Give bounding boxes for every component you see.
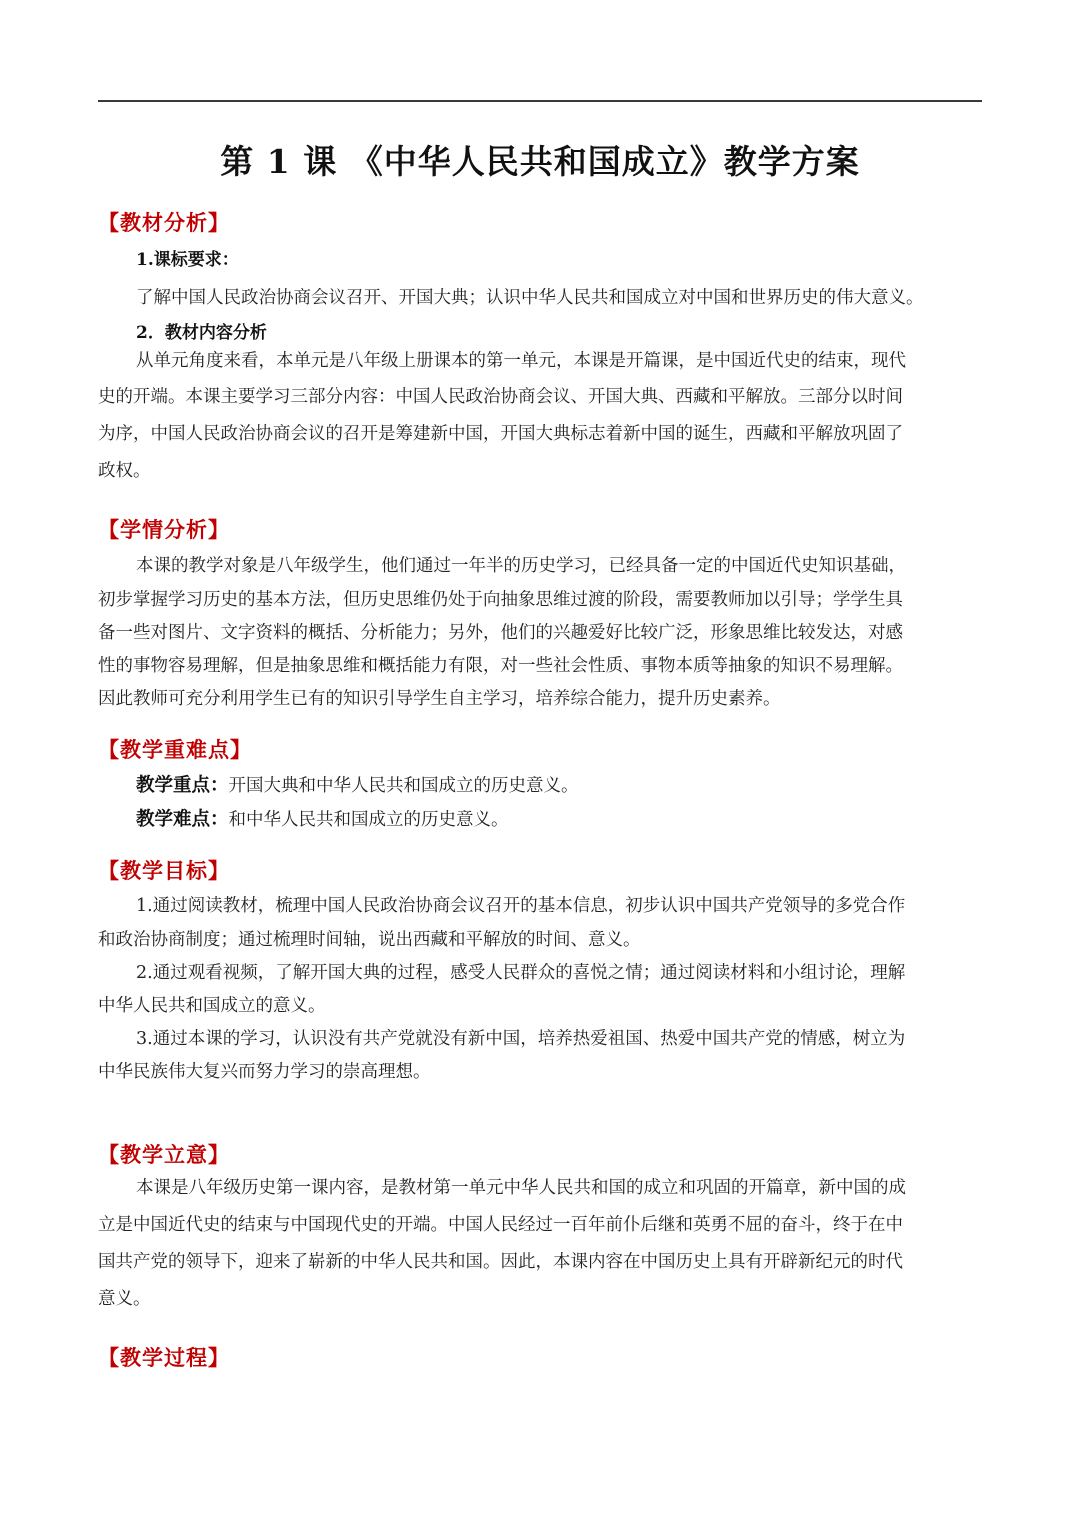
paragraph-line: 中华民族伟大复兴而努力学习的崇高理想。 xyxy=(98,1062,431,1082)
paragraph-line: 为序，中国人民政治协商会议的召开是筹建新中国，开国大典标志着新中国的诞生，西藏和平解放巩固了 xyxy=(98,424,903,444)
paragraph-line: 初步掌握学习历史的基本方法，但历史思维仍处于向抽象思维过渡的阶段，需要教师加以引导；学学生具 xyxy=(98,590,903,610)
key-point-text: 开国大典和中华人民共和国成立的历史意义。 xyxy=(228,776,579,796)
difficulty-text: 和中华人民共和国成立的历史意义。 xyxy=(228,810,509,830)
subheading-content-analysis: 2．教材内容分析 xyxy=(136,323,267,343)
paragraph-line: 了解中国人民政治协商会议召开、开国大典；认识中华人民共和国成立对中国和世界历史的伟大意义。 xyxy=(136,288,924,308)
section-heading-teaching-goals: 【教学目标】 xyxy=(98,858,230,883)
difficulty-line xyxy=(136,805,982,831)
paragraph-line: 本课的教学对象是八年级学生，他们通过一年半的历史学习，已经具备一定的中国近代史知识基础， xyxy=(136,556,906,576)
paragraph-line: 意义。 xyxy=(98,1289,151,1309)
paragraph-line: 史的开端。本课主要学习三部分内容：中国人民政治协商会议、开国大典、西藏和平解放。三部分以时间 xyxy=(98,387,903,407)
page-title: 第 1 课 《中华人民共和国成立》教学方案 xyxy=(220,142,860,181)
paragraph-line: 和政治协商制度；通过梳理时间轴，说出西藏和平解放的时间、意义。 xyxy=(98,930,641,950)
paragraph-line: 立是中国近代史的结束与中国现代史的开端。中国人民经过一百年前仆后继和英勇不屈的奋斗，终于在中 xyxy=(98,1215,903,1235)
paragraph-line: 1.通过阅读教材，梳理中国人民政治协商会议召开的基本信息，初步认识中国共产党领导的多党合作 xyxy=(136,896,906,916)
paragraph-line: 中华人民共和国成立的意义。 xyxy=(98,996,326,1016)
section-heading-student-analysis: 【学情分析】 xyxy=(98,517,230,542)
key-point-label: 教学重点： xyxy=(136,775,229,796)
paragraph-line: 备一些对图片、文字资料的概括、分析能力；另外，他们的兴趣爱好比较广泛，形象思维比较发达，对感 xyxy=(98,623,903,643)
subheading-curriculum-requirements: 1.课标要求： xyxy=(136,250,239,270)
paragraph-line: 2.通过观看视频，了解开国大典的过程，感受人民群众的喜悦之情；通过阅读材料和小组讨论，理解 xyxy=(136,963,906,983)
key-point-line xyxy=(136,771,982,797)
section-heading-material-analysis: 【教材分析】 xyxy=(98,210,230,235)
paragraph-line: 性的事物容易理解，但是抽象思维和概括能力有限，对一些社会性质、事物本质等抽象的知识不易理解。 xyxy=(98,656,903,676)
paragraph-line: 政权。 xyxy=(98,461,151,481)
paragraph-line: 因此教师可充分利用学生已有的知识引导学生自主学习，培养综合能力，提升历史素养。 xyxy=(98,689,781,709)
header-rule xyxy=(98,100,982,102)
paragraph-line: 本课是八年级历史第一课内容，是教材第一单元中华人民共和国的成立和巩固的开篇章，新中国的成 xyxy=(136,1178,906,1198)
paragraph-line: 国共产党的领导下，迎来了崭新的中华人民共和国。因此，本课内容在中国历史上具有开辟新纪元的时代 xyxy=(98,1252,903,1272)
section-heading-key-difficulties: 【教学重难点】 xyxy=(98,737,252,762)
section-heading-teaching-intent: 【教学立意】 xyxy=(98,1142,230,1167)
paragraph-line: 从单元角度来看，本单元是八年级上册课本的第一单元，本课是开篇课，是中国近代史的结束，现代 xyxy=(136,351,906,371)
difficulty-label: 教学难点： xyxy=(136,809,229,830)
section-heading-teaching-process: 【教学过程】 xyxy=(98,1345,230,1370)
paragraph-line: 3.通过本课的学习，认识没有共产党就没有新中国，培养热爱祖国、热爱中国共产党的情感，树立为 xyxy=(136,1029,906,1049)
